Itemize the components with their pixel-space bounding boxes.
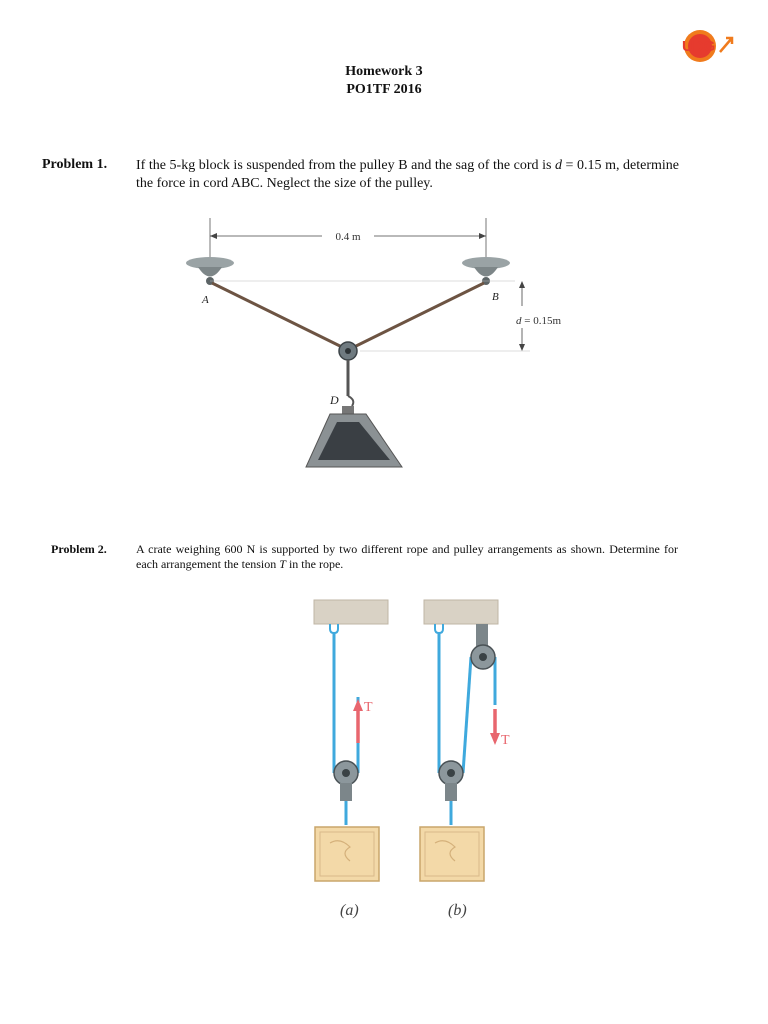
pulley <box>339 342 357 360</box>
point-b-label: B <box>492 291 499 303</box>
fixed-pulley-b <box>471 645 495 669</box>
problem-1-label: Problem 1. <box>42 157 108 172</box>
problem-2-figure <box>300 595 510 930</box>
problem-2-label: Problem 2. <box>51 542 107 556</box>
moving-pulley-b <box>439 761 463 801</box>
crate-b <box>420 827 484 881</box>
point-a-label: A <box>202 294 209 306</box>
sag-label: d = 0.15m <box>516 315 562 327</box>
tension-label-a: T <box>364 700 373 715</box>
problem-1-figure <box>170 210 600 480</box>
ceiling-a <box>314 600 388 624</box>
tension-label-b: T <box>501 733 510 748</box>
cord-ac <box>212 283 344 348</box>
pulley-a <box>334 761 358 801</box>
rope-b-middle <box>463 657 471 773</box>
crate-a <box>315 827 379 881</box>
ceiling-b <box>424 600 498 624</box>
point-d-label: D <box>330 393 339 407</box>
arrangement-a <box>314 600 388 919</box>
caption-b: (b) <box>448 902 467 919</box>
problem-2-text: A crate weighing 600 N is supported by two different rope and pulley arrangements as shown. Determine for each arrangement the tension T in the rope. <box>136 542 678 571</box>
caption-a: (a) <box>340 902 359 919</box>
udg-logo <box>660 28 740 64</box>
logo-text: UDG <box>682 38 716 55</box>
block-5kg <box>306 406 402 467</box>
cord-cb <box>352 283 484 348</box>
course-code: PO1TF 2016 <box>346 82 422 97</box>
problem-1-text: If the 5-kg block is suspended from the pulley B and the sag of the cord is d = 0.15 m, determine the force in cord ABC. Neglect the size of the pulley. <box>136 158 679 191</box>
page-title: Homework 3 <box>345 64 423 79</box>
span-dimension-label: 0.4 m <box>335 231 361 243</box>
logo-arrow-icon <box>720 38 732 52</box>
arrangement-b <box>420 600 510 919</box>
